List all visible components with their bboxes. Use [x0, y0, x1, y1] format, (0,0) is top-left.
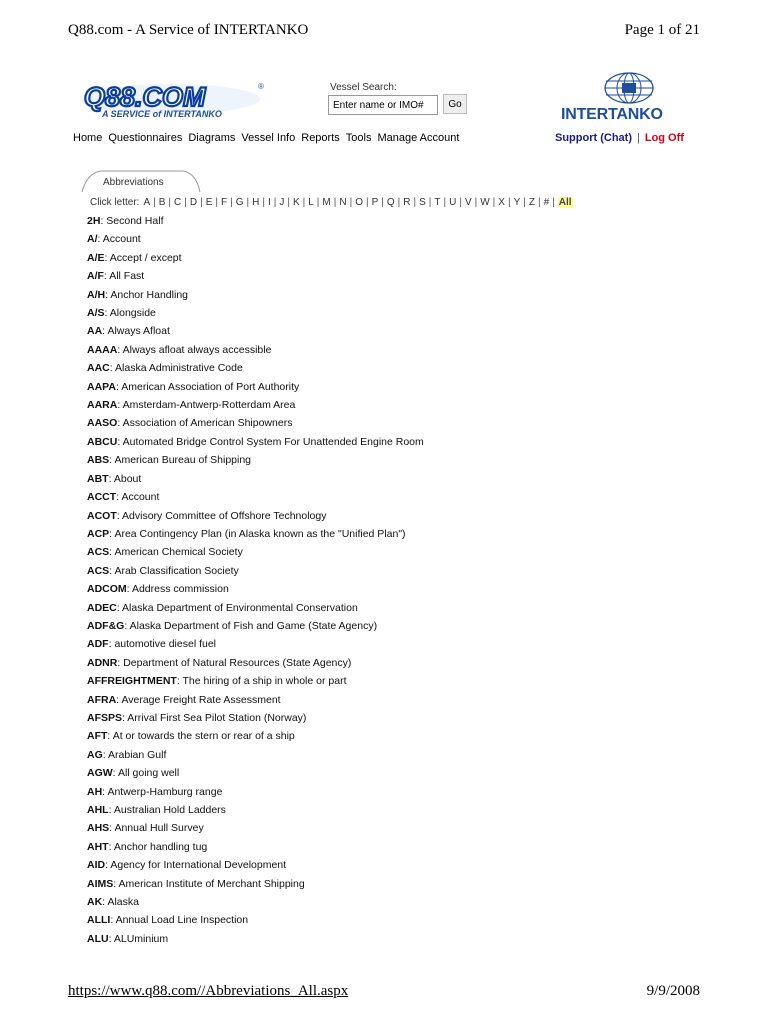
list-item: AASO: Association of American Shipowners: [87, 417, 293, 430]
list-item: AID: Agency for International Development: [87, 859, 287, 872]
abbreviation-term: AA: [87, 325, 103, 338]
link-separator: |: [636, 132, 640, 144]
abbreviation-term: A/H: [87, 288, 106, 301]
letter-separator: |: [153, 197, 156, 208]
abbreviation-term: AK: [87, 896, 103, 909]
abbreviation-term: ALLI: [87, 914, 111, 927]
abbreviation-term: AID: [87, 859, 106, 872]
abbreviation-term: ACS: [87, 546, 110, 559]
abbreviation-definition: American Bureau of Shipping: [114, 454, 252, 467]
globe-icon: [604, 72, 654, 104]
letter-filter: [90, 197, 573, 208]
nav-vessel-info[interactable]: Vessel Info: [241, 132, 296, 144]
account-links: [555, 132, 684, 144]
abbreviation-term: AH: [87, 785, 103, 798]
letter-separator: |: [215, 197, 218, 208]
abbreviation-definition: All going well: [117, 767, 180, 780]
abbreviation-term: ADCOM: [87, 583, 127, 596]
abbreviation-definition: American Chemical Society: [114, 546, 243, 559]
list-item: AHS: Annual Hull Survey: [87, 822, 204, 835]
letter-link[interactable]: C: [174, 197, 182, 208]
abbreviation-term: AFFREIGHTMENT: [87, 675, 177, 688]
abbreviation-definition: automotive diesel fuel: [114, 638, 216, 651]
abbreviation-term: AIMS: [87, 877, 114, 890]
abbreviation-definition: Arab Classification Society: [114, 564, 239, 577]
vessel-search-go-button[interactable]: Go: [443, 94, 467, 114]
abbreviation-definition: About: [113, 472, 142, 485]
abbreviation-term: ADF&G: [87, 619, 125, 632]
abbreviation-term: A/F: [87, 270, 104, 283]
letter-link[interactable]: F: [220, 197, 228, 208]
tab-label: Abbreviations: [103, 177, 164, 188]
abbreviation-definition: Department of Natural Resources (State Agency): [123, 656, 352, 669]
letter-link[interactable]: Q: [386, 197, 395, 208]
letter-separator: |: [474, 197, 478, 208]
print-header: [68, 22, 700, 44]
main-nav: [73, 132, 465, 144]
list-item: ADEC: Alaska Department of Environmental Conservation: [87, 601, 358, 614]
letter-separator: |: [365, 197, 369, 208]
letter-link[interactable]: W: [480, 197, 490, 208]
list-item: AFFREIGHTMENT: The hiring of a ship in whole or part: [87, 675, 347, 688]
abbreviation-definition: Always Afloat: [107, 325, 170, 338]
letter-separator: |: [168, 197, 172, 208]
abbreviation-definition: The hiring of a ship in whole or part: [182, 675, 347, 688]
q88-logo[interactable]: [80, 80, 270, 122]
list-item: ABT: About: [87, 472, 142, 485]
list-item: AHT: Anchor handling tug: [87, 840, 208, 853]
letter-link[interactable]: Z: [528, 197, 535, 208]
list-item: ADF: automotive diesel fuel: [87, 638, 216, 651]
list-item: AAC: Alaska Administrative Code: [87, 362, 243, 375]
list-item: ADNR: Department of Natural Resources (State Agency): [87, 656, 352, 669]
abbreviation-definition: All Fast: [109, 270, 145, 283]
list-item: AA: Always Afloat: [87, 325, 170, 338]
intertanko-logo[interactable]: [558, 72, 703, 128]
letter-link[interactable]: B: [158, 197, 166, 208]
letter-separator: |: [349, 197, 353, 208]
vessel-search-label: Vessel Search:: [330, 82, 397, 93]
abbreviation-definition: Alongside: [109, 307, 156, 320]
list-item: ABS: American Bureau of Shipping: [87, 454, 252, 467]
list-item: AAPA: American Association of Port Authority: [87, 380, 300, 393]
abbreviation-definition: Association of American Shipowners: [122, 417, 293, 430]
list-item: AARA: Amsterdam-Antwerp-Rotterdam Area: [87, 399, 296, 412]
letter-separator: |: [302, 197, 306, 208]
letter-link[interactable]: S: [419, 197, 426, 208]
abbreviation-term: AARA: [87, 399, 118, 412]
abbreviation-definition: Address commission: [131, 583, 229, 596]
letter-separator: |: [287, 197, 290, 208]
letter-separator: |: [246, 197, 250, 208]
letter-separator: |: [537, 197, 541, 208]
list-item: AHL: Australian Hold Ladders: [87, 804, 226, 816]
abbreviation-definition: Antwerp-Hamburg range: [107, 785, 223, 798]
abbreviation-term: AFT: [87, 730, 108, 743]
abbreviation-definition: Automated Bridge Control System For Unattended Engine Room: [122, 435, 424, 448]
list-item: ACS: Arab Classification Society: [87, 564, 239, 577]
letter-separator: |: [507, 197, 511, 208]
abbreviation-term: ABS: [87, 454, 110, 467]
print-url: https://www.q88.com//Abbreviations_All.aspx: [68, 983, 349, 999]
abbreviation-definition: Australian Hold Ladders: [113, 804, 226, 816]
vessel-search-input[interactable]: [328, 95, 438, 115]
print-footer: [68, 983, 700, 1005]
letter-separator: |: [262, 197, 265, 208]
letter-separator: |: [230, 197, 233, 208]
letter-link[interactable]: Y: [513, 197, 521, 208]
list-item: A/: Account: [87, 233, 141, 246]
letter-prompt: Click letter:: [90, 197, 140, 208]
abbreviation-term: ADEC: [87, 601, 117, 614]
list-item: ACS: American Chemical Society: [87, 546, 243, 559]
list-item: A/S: Alongside: [87, 307, 156, 320]
letter-separator: |: [459, 197, 462, 208]
letter-link[interactable]: K: [292, 197, 300, 208]
abbreviation-definition: Area Contingency Plan (in Alaska known as the "Unified Plan"): [114, 527, 406, 540]
letter-link[interactable]: L: [308, 197, 314, 208]
abbreviation-list: [87, 212, 424, 948]
letter-separator: |: [523, 197, 526, 208]
abbreviation-term: AG: [87, 748, 103, 761]
letter-separator: |: [273, 197, 277, 208]
list-item: AAAA: Always afloat always accessible: [87, 343, 272, 356]
letter-link[interactable]: D: [189, 197, 198, 208]
abbreviation-term: ADF: [87, 638, 109, 651]
abbreviation-definition: Always afloat always accessible: [122, 343, 272, 356]
abbreviation-definition: Second Half: [106, 215, 164, 227]
list-item: AIMS: American Institute of Merchant Shipping: [87, 877, 305, 890]
abbreviation-term: AAPA: [87, 380, 116, 393]
list-item: ACOT: Advisory Committee of Offshore Technology: [87, 509, 327, 522]
letter-link[interactable]: I: [267, 197, 271, 208]
letter-separator: |: [184, 197, 187, 208]
list-item: A/E: Accept / except: [87, 251, 182, 264]
letter-link[interactable]: U: [449, 197, 457, 208]
abbreviation-definition: American Association of Port Authority: [121, 380, 300, 393]
support-chat-link[interactable]: Support (Chat): [555, 132, 632, 144]
abbreviation-term: ACP: [87, 527, 110, 540]
abbreviation-term: ACCT: [87, 491, 117, 504]
abbreviation-term: AGW: [87, 767, 113, 780]
nav-questionnaires[interactable]: Questionnaires: [108, 132, 183, 144]
abbreviation-term: ALU: [87, 932, 109, 945]
abbreviation-term: AASO: [87, 417, 118, 430]
nav-diagrams[interactable]: Diagrams: [188, 132, 236, 144]
letter-link[interactable]: M: [322, 197, 331, 208]
abbreviation-definition: Alaska Administrative Code: [115, 362, 243, 375]
abbreviation-definition: Agency for International Development: [110, 859, 287, 872]
abbreviation-term: ADNR: [87, 656, 118, 669]
abbreviation-term: AFRA: [87, 693, 117, 706]
list-item: AFT: At or towards the stern or rear of a ship: [87, 730, 295, 743]
list-item: ADCOM: Address commission: [87, 583, 229, 596]
letter-link[interactable]: #: [543, 197, 550, 208]
abbreviation-definition: Alaska Department of Environmental Conservation: [122, 601, 358, 614]
nav-reports[interactable]: Reports: [301, 132, 340, 144]
list-item: AK: Alaska: [87, 896, 139, 909]
abbreviation-definition: Average Freight Rate Assessment: [121, 693, 281, 706]
log-off-link[interactable]: Log Off: [644, 132, 684, 144]
abbreviation-definition: Account: [121, 491, 160, 504]
abbreviation-definition: At or towards the stern or rear of a ship: [112, 730, 295, 743]
letter-separator: |: [443, 197, 447, 208]
abbreviation-term: A/: [87, 233, 98, 246]
letter-link[interactable]: P: [371, 197, 379, 208]
abbreviation-definition: Annual Load Line Inspection: [115, 914, 249, 927]
letter-separator: |: [413, 197, 417, 208]
abbreviation-definition: Amsterdam-Antwerp-Rotterdam Area: [122, 399, 296, 412]
print-title: Q88.com - A Service of INTERTANKO: [68, 22, 309, 38]
letter-link[interactable]: G: [235, 197, 244, 208]
abbreviation-term: AHT: [87, 840, 109, 853]
letter-link[interactable]: T: [434, 197, 441, 208]
tab-abbreviations[interactable]: [79, 170, 203, 192]
letter-link[interactable]: V: [464, 197, 472, 208]
letter-link[interactable]: H: [252, 197, 260, 208]
abbreviation-term: AAAA: [87, 343, 118, 356]
letter-link[interactable]: X: [498, 197, 505, 208]
letter-link[interactable]: R: [403, 197, 411, 208]
abbreviation-definition: Account: [102, 233, 141, 246]
list-item: AGW: All going well: [87, 767, 180, 780]
letter-separator: |: [200, 197, 203, 208]
list-item: ALU: ALUminium: [87, 932, 169, 945]
print-date: 9/9/2008: [646, 983, 700, 999]
abbreviation-term: AHS: [87, 822, 110, 835]
list-item: ALLI: Annual Load Line Inspection: [87, 914, 249, 927]
letter-separator: |: [316, 197, 320, 208]
abbreviation-definition: Arrival First Sea Pilot Station (Norway): [127, 711, 307, 724]
abbreviation-term: AFSPS: [87, 711, 123, 724]
list-item: A/H: Anchor Handling: [87, 288, 188, 301]
letter-separator: |: [492, 197, 496, 208]
abbreviation-definition: American Institute of Merchant Shipping: [118, 877, 305, 890]
list-item: ADF&G: Alaska Department of Fish and Game (State Agency): [87, 619, 378, 632]
list-item: AG: Arabian Gulf: [87, 748, 167, 761]
list-item: A/F: All Fast: [87, 270, 145, 283]
abbreviation-definition: Anchor Handling: [110, 288, 188, 301]
abbreviation-definition: ALUminium: [113, 932, 169, 945]
list-item: ABCU: Automated Bridge Control System For Unattended Engine Room: [87, 435, 424, 448]
abbreviation-definition: Alaska Department of Fish and Game (State Agency): [129, 619, 378, 632]
letter-link[interactable]: O: [355, 197, 363, 208]
intertanko-wordmark: INTERTANKO: [561, 106, 663, 123]
logo-text: Q88.COM: [84, 82, 206, 112]
abbreviation-definition: Annual Hull Survey: [114, 822, 204, 835]
registered-mark: ®: [258, 82, 264, 91]
abbreviation-term: A/E: [87, 251, 105, 264]
abbreviation-definition: Accept / except: [109, 251, 182, 264]
letter-separator: |: [397, 197, 401, 208]
letter-link[interactable]: J: [279, 197, 285, 208]
letter-separator: |: [428, 197, 432, 208]
abbreviation-term: AAC: [87, 362, 110, 375]
list-item: AFRA: Average Freight Rate Assessment: [87, 693, 281, 706]
abbreviation-term: AHL: [87, 804, 109, 816]
logo-tagline: A SERVICE of INTERTANKO: [102, 109, 222, 119]
letter-separator: |: [552, 197, 555, 208]
abbreviation-term: A/S: [87, 307, 105, 320]
nav-tools[interactable]: Tools: [345, 132, 372, 144]
list-item: AFSPS: Arrival First Sea Pilot Station (Norway): [87, 711, 307, 724]
letter-separator: |: [381, 197, 384, 208]
letter-link[interactable]: E: [205, 197, 213, 208]
list-item: ACCT: Account: [87, 491, 160, 504]
list-item: AH: Antwerp-Hamburg range: [87, 785, 223, 798]
abbreviation-term: 2H: [87, 215, 101, 227]
abbreviation-term: ACS: [87, 564, 110, 577]
abbreviation-definition: Anchor handling tug: [113, 840, 208, 853]
abbreviation-definition: Advisory Committee of Offshore Technology: [122, 509, 327, 522]
abbreviation-term: ABT: [87, 472, 109, 485]
print-page-number: Page 1 of 21: [624, 22, 700, 38]
letter-link[interactable]: A: [143, 197, 151, 208]
list-item: 2H: Second Half: [87, 215, 164, 227]
letter-separator: |: [333, 197, 337, 208]
nav-manage-account[interactable]: Manage Account: [377, 132, 460, 144]
abbreviation-definition: Arabian Gulf: [108, 748, 167, 761]
list-item: ACP: Area Contingency Plan (in Alaska known as the "Unified Plan"): [87, 527, 406, 540]
letter-all-link[interactable]: All: [558, 197, 572, 208]
abbreviation-definition: Alaska: [107, 896, 139, 909]
abbreviation-term: ACOT: [87, 509, 117, 522]
abbreviation-term: ABCU: [87, 435, 118, 448]
letter-link[interactable]: N: [339, 197, 347, 208]
nav-home[interactable]: Home: [73, 132, 103, 144]
